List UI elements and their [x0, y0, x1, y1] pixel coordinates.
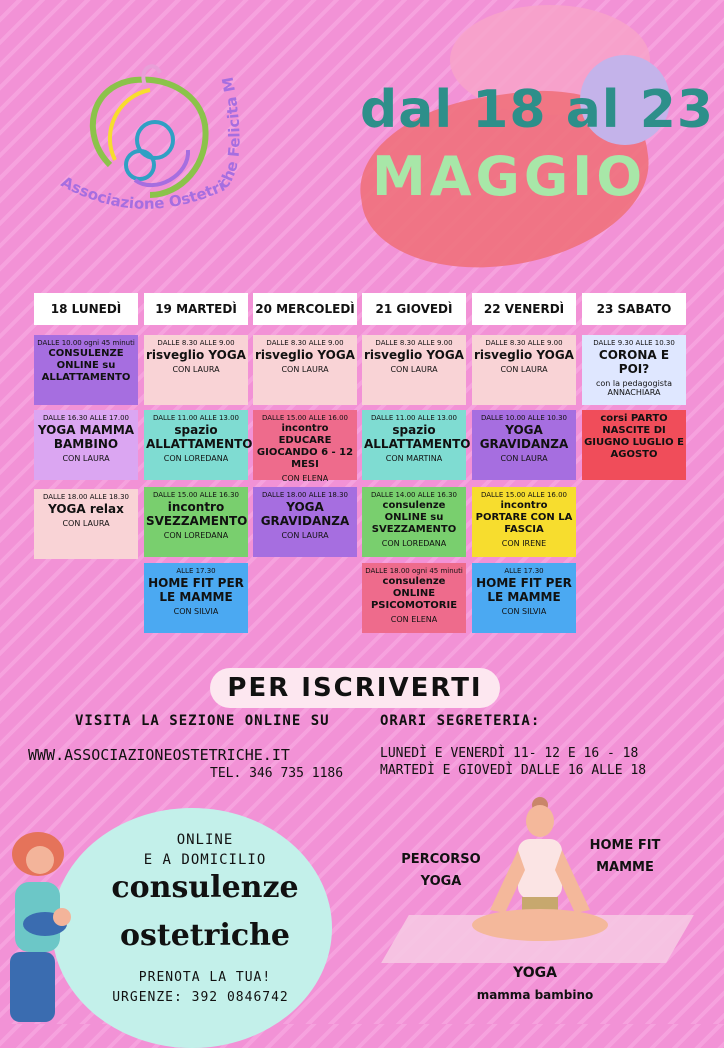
event-host: CON LOREDANA	[163, 531, 229, 540]
promo-line1: ONLINE	[176, 832, 234, 848]
event-title: corsi PARTO NASCITE DI GIUGNO LUGLIO E AGOSTO	[584, 413, 684, 460]
event-title: spazio ALLATTAMENTO	[146, 423, 253, 451]
promo-cta: PRENOTA LA TUA!	[138, 970, 272, 985]
percorso-yoga-1: PERCORSO	[401, 852, 481, 867]
event-time: DALLE 8.30 ALLE 9.00	[266, 339, 344, 347]
event-card[interactable]	[144, 410, 253, 480]
event-title: YOGA GRAVIDANZA	[260, 500, 350, 528]
event-title: incontro SVEZZAMENTO	[146, 500, 248, 528]
event-card[interactable]	[582, 410, 686, 480]
event-time: DALLE 15.00 ALLE 16.30	[152, 491, 240, 499]
event-title: YOGA GRAVIDANZA	[479, 423, 569, 451]
event-time: DALLE 16.30 ALLE 17.00	[42, 414, 130, 422]
event-title: HOME FIT PER LE MAMME	[476, 576, 572, 604]
event-host: CON LAURA	[62, 519, 110, 528]
event-title: YOGA relax	[48, 502, 124, 516]
event-time: DALLE 18.00 ogni 45 minuti	[365, 567, 463, 575]
event-title: YOGA MAMMA BAMBINO	[37, 423, 135, 451]
promo-title-1: consulenze	[111, 870, 299, 905]
event-title: CORONA E POI?	[598, 348, 670, 376]
event-card[interactable]	[253, 410, 357, 483]
event-time: DALLE 8.30 ALLE 9.00	[375, 339, 453, 347]
event-host: CON LOREDANA	[163, 454, 229, 463]
yoga-label: YOGA	[513, 965, 557, 981]
event-title: spazio ALLATTAMENTO	[364, 423, 471, 451]
event-title: consulenze ONLINE PSICOMOTORIE	[370, 576, 458, 611]
event-host: CON LAURA	[390, 365, 438, 374]
home-fit-2: MAMME	[596, 860, 654, 875]
event-time: ALLE 17.30	[504, 567, 544, 575]
header-dates: dal 18 al 23	[360, 80, 715, 140]
event-card[interactable]	[362, 487, 466, 557]
event-card[interactable]	[144, 335, 248, 405]
day-header: 22 VENERDÌ	[472, 293, 576, 325]
urgent-phone[interactable]: URGENZE: 392 0846742	[112, 990, 289, 1005]
event-card[interactable]	[144, 563, 248, 633]
event-time: ALLE 17.30	[176, 567, 216, 575]
day-header: 20 MERCOLEDÌ	[253, 293, 357, 325]
breastfeeding-mother-illustration	[0, 832, 80, 1022]
event-title: incontro PORTARE CON LA FASCIA	[475, 500, 573, 535]
day-header: 23 SABATO	[582, 293, 686, 325]
header-month: MAGGIO	[372, 145, 647, 208]
day-header: 21 GIOVEDÌ	[362, 293, 466, 325]
event-host: CON LAURA	[281, 531, 329, 540]
event-title: consulenze ONLINE su SVEZZAMENTO	[371, 500, 457, 535]
meditating-woman-illustration	[470, 795, 630, 955]
visit-text: VISITA LA SEZIONE ONLINE SU	[75, 713, 330, 729]
event-card[interactable]	[472, 335, 576, 405]
office-heading: ORARI SEGRETERIA:	[380, 713, 541, 729]
event-title: CONSULENZE ONLINE su ALLATTAMENTO	[41, 348, 131, 383]
event-time: DALLE 11.00 ALLE 13.00	[370, 414, 458, 422]
event-title: HOME FIT PER LE MAMME	[148, 576, 244, 604]
event-host: CON LOREDANA	[381, 539, 447, 548]
website-link[interactable]: WWW.ASSOCIAZIONEOSTETRICHE.IT	[28, 746, 290, 764]
event-host: con la pedagogista ANNACHIARA	[595, 379, 673, 397]
event-host: CON SILVIA	[173, 607, 219, 616]
event-host: CON ELENA	[390, 615, 438, 624]
logo-text: Associazione Ostetriche Felicita M	[58, 75, 244, 213]
event-time: DALLE 18.00 ALLE 18.30	[261, 491, 349, 499]
event-card[interactable]	[362, 563, 466, 633]
event-time: DALLE 8.30 ALLE 9.00	[157, 339, 235, 347]
event-title: risveglio YOGA	[364, 348, 464, 362]
office-hours-2: MARTEDÌ E GIOVEDÌ DALLE 16 ALLE 18	[380, 763, 647, 778]
event-host: CON IRENE	[501, 539, 547, 548]
event-host: CON MARTINA	[385, 454, 443, 463]
event-title: risveglio YOGA	[146, 348, 246, 362]
event-card[interactable]	[582, 335, 686, 405]
mamma-bambino-label: mamma bambino	[476, 988, 594, 1002]
event-time: DALLE 10.00 ALLE 10.30	[480, 414, 568, 422]
event-time: DALLE 8.30 ALLE 9.00	[485, 339, 563, 347]
event-card[interactable]	[472, 410, 576, 480]
promo-title-2: ostetriche	[119, 918, 291, 953]
association-logo	[50, 55, 290, 235]
event-time: DALLE 15.00 ALLE 16.00	[261, 414, 349, 422]
event-time: DALLE 9.30 ALLE 10.30	[593, 339, 675, 347]
event-card[interactable]	[34, 335, 138, 405]
office-hours-1: LUNEDÌ E VENERDÌ 11- 12 E 16 - 18	[380, 746, 639, 761]
day-header: 19 MARTEDÌ	[144, 293, 248, 325]
event-title: incontro EDUCARE GIOCANDO 6 - 12 MESI	[256, 423, 354, 470]
event-host: CON LAURA	[62, 454, 110, 463]
event-host: CON LAURA	[500, 365, 548, 374]
event-card[interactable]	[362, 335, 466, 405]
event-card[interactable]	[253, 487, 357, 557]
event-time: DALLE 15.00 ALLE 16.00	[480, 491, 568, 499]
event-title: risveglio YOGA	[474, 348, 574, 362]
home-fit-1: HOME FIT	[589, 838, 661, 853]
event-time: DALLE 18.00 ALLE 18.30	[42, 493, 130, 501]
promo-line2: E A DOMICILIO	[143, 852, 267, 868]
event-card[interactable]	[472, 487, 576, 557]
event-host: CON LAURA	[281, 365, 329, 374]
event-card[interactable]	[34, 410, 138, 480]
event-card[interactable]	[253, 335, 357, 405]
event-title: risveglio YOGA	[255, 348, 355, 362]
event-host: CON LAURA	[172, 365, 220, 374]
event-time: DALLE 11.00 ALLE 13.00	[152, 414, 240, 422]
event-host: CON ELENA	[281, 474, 329, 483]
day-header: 18 LUNEDÌ	[34, 293, 138, 325]
event-host: CON LAURA	[500, 454, 548, 463]
phone-number[interactable]: TEL. 346 735 1186	[210, 766, 344, 781]
event-time: DALLE 14.00 ALLE 16.30	[370, 491, 458, 499]
event-card[interactable]	[362, 410, 471, 480]
event-time: DALLE 10.00 ogni 45 minuti	[37, 339, 135, 347]
event-card[interactable]	[144, 487, 248, 557]
event-card[interactable]	[34, 489, 138, 559]
event-card[interactable]	[472, 563, 576, 633]
percorso-yoga-2: YOGA	[420, 874, 462, 889]
signup-heading: PER ISCRIVERTI	[210, 668, 500, 708]
event-host: CON SILVIA	[501, 607, 547, 616]
